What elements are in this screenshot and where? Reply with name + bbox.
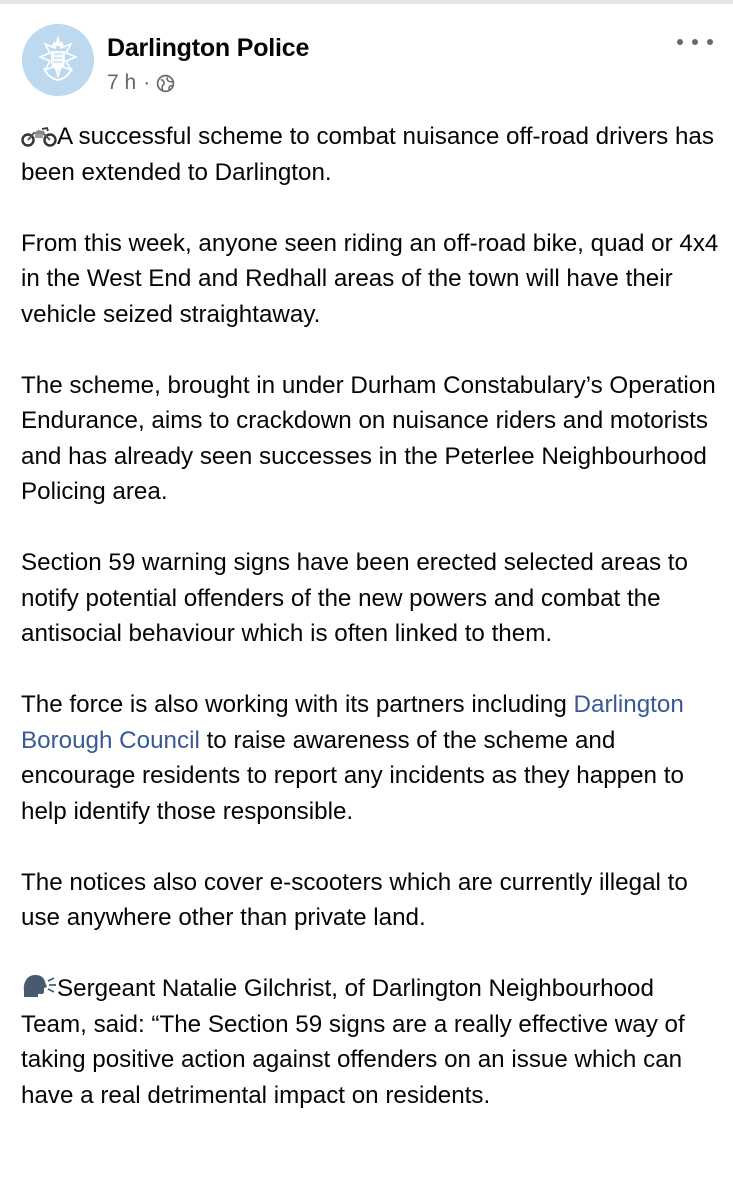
page-name[interactable]: Darlington Police <box>107 34 310 62</box>
more-dot <box>692 39 698 45</box>
post-paragraph <box>21 687 721 829</box>
post-paragraph <box>21 971 721 1113</box>
page-avatar[interactable] <box>22 24 94 96</box>
post-time[interactable]: 7 h <box>107 71 137 94</box>
post-paragraph: Section 59 warning signs have been erected selected areas to notify potential offenders of the new powers and combat the antisocial behaviour which is often linked to them. <box>21 549 688 647</box>
post-paragraph <box>21 119 721 190</box>
post-paragraph: From this week, anyone seen riding an off-road bike, quad or 4x4 in the West End and Redhall areas of the town will have their vehicle seized straightaway. <box>21 229 719 328</box>
more-dot <box>677 39 683 45</box>
motorcycle-icon <box>21 125 57 147</box>
post-text <box>21 119 721 1149</box>
more-options-button[interactable] <box>677 30 713 54</box>
darlington-borough-council-link[interactable]: Darlington Borough Council <box>21 691 684 754</box>
paragraph-text: A successful scheme to combat nuisance off-road drivers has been extended to Darlington. <box>21 123 714 186</box>
paragraph-text: to raise awareness of the scheme and encourage residents to report any incidents as they happen to help identify those responsible. <box>21 726 684 825</box>
post-paragraph: The notices also cover e-scooters which are currently illegal to use anywhere other than private land. <box>21 868 688 931</box>
more-dot <box>707 39 713 45</box>
police-crest-icon <box>22 24 94 96</box>
paragraph-text: The force is also working with its partners including <box>21 691 574 718</box>
globe-icon <box>156 74 175 93</box>
speaking-head-icon <box>21 973 57 999</box>
meta-separator: · <box>143 71 151 94</box>
post-header <box>0 0 733 120</box>
post-paragraph: The scheme, brought in under Durham Constabulary’s Operation Endurance, aims to crackdown on nuisance riders and motorists and has already seen successes in the Peterlee Neighbourhood Policing area. <box>21 371 716 505</box>
post-meta <box>107 71 175 95</box>
paragraph-text: Sergeant Natalie Gilchrist, of Darlington Neighbourhood Team, said: “The Section 59 signs are a really effective way of taking positive action against offenders on an issue which can have a real detrimental impact on residents. <box>21 975 685 1109</box>
